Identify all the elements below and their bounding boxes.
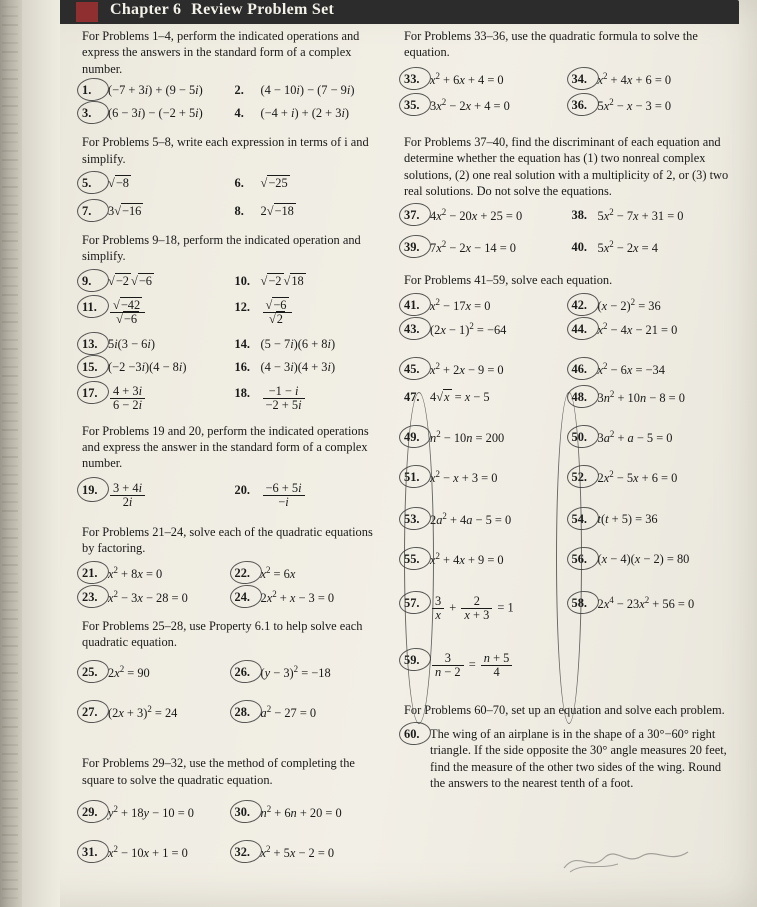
problem-number: 37.	[404, 208, 420, 223]
problem-text: $(2x + 3)^2 = 24$	[108, 704, 178, 721]
problem-row	[404, 321, 739, 339]
problem-number: 3.	[82, 106, 92, 121]
left-column	[82, 28, 387, 867]
problem-27[interactable]	[82, 704, 235, 722]
problem-10[interactable]	[235, 273, 388, 291]
problem-3[interactable]	[82, 105, 235, 123]
instructions-25-28: For Problems 25–28, use Property 6.1 to help solve each quadratic equation.	[82, 618, 363, 649]
problem-50[interactable]	[572, 429, 740, 447]
problem-text: $(2x - 1)^2 = -64$	[430, 320, 507, 337]
chapter-label: Chapter 6	[110, 1, 182, 18]
spine-ticks	[2, 0, 20, 907]
problem-text: $x^2 - x + 3 = 0$	[430, 468, 498, 485]
problem-text: (4 − 3i)(4 + 3i)	[260, 359, 336, 374]
problem-text: $2x^2 + x - 3 = 0$	[260, 588, 335, 605]
problem-25[interactable]	[82, 664, 235, 682]
problem-number: 8.	[234, 203, 244, 218]
problem-text: $2x^2 - 5x + 6 = 0$	[597, 468, 678, 485]
problem-number: 28.	[234, 705, 250, 720]
problem-text: √−2 √−6	[108, 273, 152, 288]
problem-text: 4√x = x − 5	[430, 389, 490, 404]
problem-16[interactable]	[235, 359, 388, 377]
header-accent-block	[76, 2, 98, 22]
problem-51[interactable]	[404, 469, 572, 487]
problem-26[interactable]	[235, 664, 388, 682]
problem-36[interactable]	[572, 97, 740, 115]
instructions-37-40: For Problems 37–40, find the discriminant of each equation and determine whether the equation has (1) two nonreal complex solutions, (2) one real solution with a multiplicity of 2, or (3) two real solutions. Do not solve the equations.	[404, 134, 729, 198]
problem-7[interactable]	[82, 203, 235, 221]
problem-row	[404, 551, 739, 569]
problem-number: 42.	[571, 297, 587, 312]
problem-text: $x^2 = 6x$	[260, 564, 296, 581]
problem-5[interactable]	[82, 175, 235, 193]
problem-row	[404, 652, 739, 679]
problem-row	[82, 385, 387, 412]
header-title-text: Review Problem Set	[191, 1, 335, 18]
problem-11[interactable]	[82, 299, 235, 326]
problem-number: 58.	[571, 595, 587, 610]
problem-text: (6 − 3i) − (−2 + 5i)	[108, 106, 203, 121]
problem-text: $4x^2 - 20x + 25 = 0$	[430, 207, 523, 224]
problem-number: 50.	[571, 429, 587, 444]
problem-60-spacer	[572, 652, 740, 679]
problem-45[interactable]	[404, 361, 572, 379]
problem-number: 30.	[234, 805, 250, 820]
problem-row	[82, 82, 387, 100]
problem-44[interactable]	[572, 321, 740, 339]
problem-row	[404, 297, 739, 315]
problem-number: 2.	[234, 83, 244, 98]
problem-17[interactable]	[82, 385, 235, 412]
problem-21[interactable]	[82, 565, 235, 583]
problem-text: (4 − 10i) − (7 − 9i)	[260, 83, 355, 98]
problem-text: $\frac{-1 - i}{-2 + 5i}$	[263, 385, 305, 412]
problem-row	[82, 565, 387, 583]
problem-number: 44.	[571, 321, 587, 336]
problem-number: 21.	[82, 565, 98, 580]
problem-number: 27.	[82, 705, 98, 720]
problem-number: 33.	[404, 71, 420, 86]
problem-9[interactable]	[82, 273, 235, 291]
problem-54[interactable]	[572, 511, 740, 529]
instructions-29-32: For Problems 29–32, use the method of completing the square to solve the quadratic equation.	[82, 756, 355, 787]
problem-text: $x^2 + 2x - 9 = 0$	[430, 360, 504, 377]
problem-number: 34.	[571, 71, 587, 86]
problem-number: 60.	[404, 727, 420, 742]
problem-number: 41.	[404, 297, 420, 312]
problem-number: 53.	[404, 511, 420, 526]
problem-row	[404, 97, 739, 115]
problem-row	[404, 511, 739, 529]
problem-text: $x^2 + 6x + 4 = 0$	[430, 70, 504, 87]
problem-number: 23.	[82, 589, 98, 604]
problem-text: 3√−16	[108, 203, 142, 218]
problem-28[interactable]	[235, 704, 388, 722]
problem-number: 55.	[404, 551, 420, 566]
problem-number: 6.	[234, 175, 244, 190]
problem-row	[82, 336, 387, 354]
problem-text: $\frac{3}{x}$ + $\frac{2}{x + 3}$ = 1	[430, 595, 514, 622]
instructions-33-36: For Problems 33–36, use the quadratic formula to solve the equation.	[404, 29, 698, 60]
problem-row	[82, 482, 387, 509]
instructions-1-4: For Problems 1–4, perform the indicated operations and express the answers in the standard form of a complex number.	[82, 29, 360, 76]
problem-number: 19.	[82, 482, 98, 497]
problem-row	[404, 469, 739, 487]
problem-row	[82, 359, 387, 377]
problem-number: 17.	[82, 385, 98, 400]
problem-text: $2a^2 + 4a - 5 = 0$	[430, 510, 512, 527]
problem-39[interactable]	[404, 239, 572, 257]
problem-32[interactable]	[235, 844, 388, 862]
problem-number: 40.	[571, 240, 587, 255]
problem-31[interactable]	[82, 844, 235, 862]
instructions-19-20: For Problems 19 and 20, perform the indicated operations and express the answer in the standard form of a complex number.	[82, 423, 369, 471]
problem-text: $3a^2 + a - 5 = 0$	[597, 428, 673, 445]
problem-text: (x − 4)(x − 2) = 80	[597, 551, 690, 566]
problem-57[interactable]	[404, 595, 572, 622]
problem-37[interactable]	[404, 207, 572, 225]
problem-1[interactable]	[82, 82, 235, 100]
problem-19[interactable]	[82, 482, 235, 509]
problem-24[interactable]	[235, 589, 388, 607]
problem-number: 10.	[234, 273, 250, 288]
problem-text: $2x^4 - 23x^2 + 56 = 0$	[597, 594, 695, 611]
problem-text: $\frac{3 + 4i}{2i}$	[110, 482, 145, 509]
problem-number: 13.	[82, 336, 98, 351]
problem-13[interactable]	[82, 336, 235, 354]
problem-60[interactable]	[404, 726, 739, 792]
problem-number: 15.	[82, 359, 98, 374]
problem-text: $5x^2 - 7x + 31 = 0$	[597, 207, 684, 224]
problem-row	[82, 299, 387, 326]
problem-text: √−8	[108, 175, 129, 190]
problem-row	[82, 175, 387, 193]
problem-row	[82, 844, 387, 862]
problem-number: 29.	[82, 805, 98, 820]
problem-2[interactable]	[235, 82, 388, 100]
problem-row	[404, 361, 739, 379]
problem-text: (−7 + 3i) + (9 − 5i)	[108, 83, 203, 98]
problem-49[interactable]	[404, 429, 572, 447]
instructions-5-8: For Problems 5–8, write each expression in terms of i and simplify.	[82, 135, 369, 166]
problem-number: 20.	[234, 482, 250, 497]
problem-number: 18.	[234, 385, 250, 400]
problem-30[interactable]	[235, 804, 388, 822]
problem-number: 56.	[571, 551, 587, 566]
problem-23[interactable]	[82, 589, 235, 607]
instructions-41-59: For Problems 41–59, solve each equation.	[404, 273, 613, 288]
problem-text: 2√−18	[260, 203, 294, 218]
problem-34[interactable]	[572, 71, 740, 89]
problem-text: $x^2 - 6x = -34$	[597, 360, 665, 377]
problem-text: $x^2 + 4x + 6 = 0$	[597, 70, 672, 87]
problem-row	[82, 589, 387, 607]
right-column	[404, 28, 739, 796]
problem-number: 38.	[571, 208, 587, 223]
problem-number: 39.	[404, 240, 420, 255]
problem-text: $x^2 - 10x + 1 = 0$	[108, 844, 188, 861]
problem-text: $\frac{4 + 3i}{6 - 2i}$	[110, 385, 145, 412]
problem-number: 1.	[82, 83, 92, 98]
problem-52[interactable]	[572, 469, 740, 487]
problem-row	[404, 239, 739, 257]
problem-number: 9.	[82, 273, 92, 288]
problem-46[interactable]	[572, 361, 740, 379]
problem-text: $n^2 + 6n + 20 = 0$	[260, 804, 342, 821]
problem-text: $7x^2 - 2x - 14 = 0$	[430, 239, 516, 256]
instructions-9-18: For Problems 9–18, perform the indicated operation and simplify.	[82, 232, 361, 264]
problem-text: $\frac{3}{n - 2}$ = $\frac{n + 5}{4}$	[430, 652, 514, 679]
problem-text: $y^2 + 18y - 10 = 0$	[108, 804, 194, 821]
problem-40[interactable]	[572, 239, 740, 257]
problem-row	[404, 595, 739, 622]
problem-text: √−2 √18	[260, 273, 304, 288]
problem-number: 4.	[234, 106, 244, 121]
chapter-header-bar	[60, 0, 739, 24]
problem-text: (5 − 7i)(6 + 8i)	[260, 336, 336, 351]
problem-text: (−2 −3i)(4 − 8i)	[108, 359, 187, 374]
problem-number: 54.	[571, 511, 587, 526]
problem-text: $2x^2 = 90$	[108, 664, 150, 681]
problem-14[interactable]	[235, 336, 388, 354]
problem-42[interactable]	[572, 297, 740, 315]
problem-12[interactable]	[235, 299, 388, 326]
problem-number: 11.	[82, 299, 97, 314]
problem-text: $\frac{√-6}{√2}$	[263, 299, 292, 326]
problem-41[interactable]	[404, 297, 572, 315]
problem-text: $x^2 + 5x - 2 = 0$	[260, 844, 335, 861]
problem-number: 16.	[234, 359, 250, 374]
problem-number: 24.	[234, 589, 250, 604]
problem-56[interactable]	[572, 551, 740, 569]
problem-number: 12.	[234, 299, 250, 314]
problem-text: $\frac{-6 + 5i}{-i}$	[263, 482, 305, 509]
problem-number: 47.	[404, 389, 420, 404]
problem-22[interactable]	[235, 565, 388, 583]
problem-number: 35.	[404, 97, 420, 112]
problem-text: $x^2 - 4x - 21 = 0$	[597, 320, 678, 337]
problem-number: 52.	[571, 469, 587, 484]
problem-18[interactable]	[235, 385, 388, 412]
problem-number: 14.	[234, 336, 250, 351]
problem-text: $n^2 - 10n = 200$	[430, 428, 505, 445]
problem-text: (−4 + i) + (2 + 3i)	[260, 106, 350, 121]
problem-row	[82, 804, 387, 822]
problem-row	[82, 105, 387, 123]
problem-number: 59.	[404, 652, 420, 667]
problem-text: √−25	[260, 175, 288, 190]
problem-row	[82, 273, 387, 291]
problem-number: 49.	[404, 429, 420, 444]
problem-38[interactable]	[572, 207, 740, 225]
problem-text: t(t + 5) = 36	[597, 511, 658, 526]
instructions-21-24: For Problems 21–24, solve each of the quadratic equations by factoring.	[82, 524, 373, 556]
problem-20[interactable]	[235, 482, 388, 509]
problem-row	[82, 664, 387, 682]
problem-number: 57.	[404, 595, 420, 610]
problem-35[interactable]	[404, 97, 572, 115]
problem-text: $x^2 - 17x = 0$	[430, 296, 491, 313]
problem-row	[404, 207, 739, 225]
problem-text: $(x - 2)^2 = 36$	[597, 296, 661, 313]
problem-number: 25.	[82, 665, 98, 680]
problem-row	[404, 389, 739, 407]
page-title	[110, 1, 334, 19]
problem-43[interactable]	[404, 321, 572, 339]
problem-number: 22.	[234, 565, 250, 580]
problem-text: $x^2 + 8x = 0$	[108, 564, 163, 581]
problem-number: 31.	[82, 845, 98, 860]
problem-47[interactable]	[404, 389, 572, 407]
problem-29[interactable]	[82, 804, 235, 822]
problem-number: 5.	[82, 175, 92, 190]
problem-text: $3n^2 + 10n - 8 = 0$	[597, 388, 685, 405]
problem-row	[82, 704, 387, 722]
problem-53[interactable]	[404, 511, 572, 529]
problem-number: 7.	[82, 203, 92, 218]
problem-text: $5x^2 - 2x = 4$	[597, 239, 658, 256]
problem-text: The wing of an airplane is in the shape of a 30°−60° right triangle. If the side opposite the 30° angle measures 20 feet, find the measure of the other two sides of the wing. Round the answers to the nearest tenth of a foot.	[430, 727, 727, 791]
problem-number: 45.	[404, 361, 420, 376]
problem-number: 48.	[571, 389, 587, 404]
problem-48[interactable]	[572, 389, 740, 407]
problem-text: $x^2 - 3x - 28 = 0$	[108, 588, 188, 605]
problem-number: 36.	[571, 97, 587, 112]
problem-text: $5x^2 - x - 3 = 0$	[597, 96, 672, 113]
problem-58[interactable]	[572, 595, 740, 622]
problem-number: 51.	[404, 469, 420, 484]
problem-text: $3x^2 - 2x + 4 = 0$	[430, 96, 510, 113]
problem-text: 5i(3 − 6i)	[108, 336, 155, 351]
instructions-60-70: For Problems 60–70, set up an equation and solve each problem.	[404, 702, 725, 717]
problem-number: 46.	[571, 361, 587, 376]
problem-59[interactable]	[404, 652, 572, 679]
problem-33[interactable]	[404, 71, 572, 89]
problem-number: 32.	[234, 845, 250, 860]
problem-row	[404, 71, 739, 89]
problem-4[interactable]	[235, 105, 388, 123]
problem-row	[82, 203, 387, 221]
problem-55[interactable]	[404, 551, 572, 569]
problem-15[interactable]	[82, 359, 235, 377]
problem-text: $x^2 + 4x + 9 = 0$	[430, 550, 504, 567]
page-stack-edge	[22, 0, 60, 907]
problem-text: $a^2 - 27 = 0$	[260, 704, 317, 721]
problem-text: $\frac{√-42}{√-6}$	[110, 299, 145, 326]
pencil-scribble	[560, 842, 700, 876]
problem-8[interactable]	[235, 203, 388, 221]
problem-number: 43.	[404, 321, 420, 336]
problem-row	[404, 429, 739, 447]
problem-text: $(y - 3)^2 = -18$	[260, 664, 331, 681]
problem-number: 26.	[234, 665, 250, 680]
problem-6[interactable]	[235, 175, 388, 193]
